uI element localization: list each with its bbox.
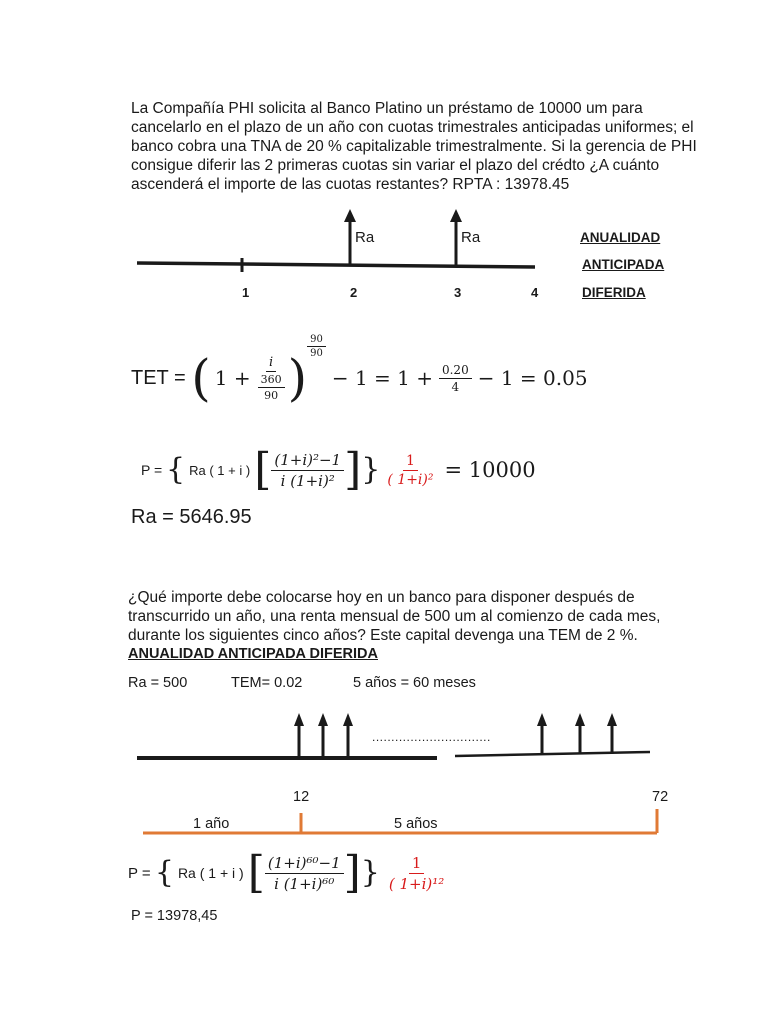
problem1-result: Ra = 5646.95 <box>131 506 252 528</box>
right-bracket: ] <box>344 444 362 495</box>
p-deferral-den: ( 1+i)¹² <box>388 874 445 893</box>
left-bracket: [ <box>247 847 265 898</box>
problem2-heading: ANUALIDAD ANTICIPADA DIFERIDA <box>128 646 378 662</box>
right-bracket: ] <box>343 847 361 898</box>
p-annuity-fraction <box>265 854 344 893</box>
tet-lhs: TET = <box>131 366 192 389</box>
problem1-line: cancelarlo en el plazo de un año con cuotas trimestrales anticipadas uniformes; el <box>131 119 694 136</box>
timeline-ellipsis: ............................... <box>372 730 491 744</box>
tet-i: i <box>266 355 276 372</box>
given-tem: TEM= 0.02 <box>231 675 303 691</box>
segment-label-5-years: 5 años <box>394 816 438 832</box>
arrow-label-ra: Ra <box>461 229 481 246</box>
p-deferral-fraction <box>386 854 447 893</box>
right-brace: } <box>360 855 380 890</box>
p-annuity-num: (1+i)²−1 <box>271 451 344 471</box>
arrow-head-icon <box>294 713 304 726</box>
left-bracket: [ <box>254 444 272 495</box>
timeline-tick-label: 4 <box>531 285 539 300</box>
p-ra-term: Ra ( 1 + i ) <box>177 865 244 881</box>
tet-exp-den: 90 <box>310 348 323 359</box>
given-term: 5 años = 60 meses <box>353 675 476 691</box>
right-brace: } <box>361 452 381 487</box>
left-paren: ( <box>191 349 211 407</box>
tet-mid: − 1 = 1 + <box>331 366 433 390</box>
left-brace: { <box>166 452 186 487</box>
p-annuity-den: i (1+i)⁶⁰ <box>274 874 335 893</box>
present-value-formula-2 <box>128 846 447 900</box>
problem2-line: durante los siguientes cinco años? Este capital devenga una TEM de 2 %. <box>128 627 638 644</box>
arrow-head-icon <box>343 713 353 726</box>
p-lhs: P = <box>141 462 167 478</box>
timeline-tick-label: 3 <box>454 285 462 300</box>
arrow-head-icon <box>607 713 617 726</box>
problem1-line: banco cobra una TNA de 20 % capitalizable trimestralmente. Si la gerencia de PHI <box>131 138 697 155</box>
p-deferral-num: 1 <box>403 453 418 471</box>
timeline-2-axis-right <box>455 752 650 756</box>
left-brace: { <box>154 855 174 890</box>
p-ra-term: Ra ( 1 + i ) <box>189 462 251 478</box>
timeline-mark-12: 12 <box>293 789 310 805</box>
problem2-line: transcurrido un año, una renta mensual de 500 um al comienzo de cada mes, <box>128 608 661 625</box>
tet-one: 1 + <box>214 366 251 390</box>
p-rhs: = 10000 <box>444 458 536 482</box>
tet-rate-num: 0.20 <box>439 363 472 379</box>
p-deferral-den: ( 1+i)² <box>387 471 434 488</box>
timeline-tick-label: 2 <box>350 285 358 300</box>
tet-rate-den: 4 <box>451 379 460 394</box>
p-deferral-num: 1 <box>409 854 425 874</box>
p-annuity-num: (1+i)⁶⁰−1 <box>265 854 344 874</box>
annuity-type-label: DIFERIDA <box>582 285 646 300</box>
p-annuity-den: i (1+i)² <box>280 471 335 490</box>
annuity-type-label: ANTICIPADA <box>582 257 665 272</box>
tet-exp-num: 90 <box>307 334 326 347</box>
tet-90: 90 <box>264 388 279 402</box>
arrow-head-icon <box>318 713 328 726</box>
arrow-head-icon <box>537 713 547 726</box>
tet-360: 360 <box>258 373 285 388</box>
annuity-type-label: ANUALIDAD <box>580 230 661 245</box>
right-paren: ) <box>287 349 308 407</box>
p-lhs: P = <box>128 864 155 882</box>
tet-rhs: − 1 = 0.05 <box>477 366 588 390</box>
problem1-line: La Compañía PHI solicita al Banco Platino un préstamo de 10000 um para <box>131 100 643 117</box>
arrow-label-ra: Ra <box>355 229 375 246</box>
arrow-head-icon <box>575 713 585 726</box>
timeline-tick-label: 1 <box>242 285 250 300</box>
segment-label-year: 1 año <box>193 816 230 832</box>
given-ra: Ra = 500 <box>128 675 188 691</box>
problem2-result: P = 13978,45 <box>131 908 218 924</box>
timeline-mark-72: 72 <box>652 789 669 805</box>
problem2-line: ¿Qué importe debe colocarse hoy en un banco para disponer después de <box>128 589 635 606</box>
problem1-line: ascenderá el importe de las cuotas restantes? RPTA : 13978.45 <box>131 176 570 193</box>
problem1-line: consigue diferir las 2 primeras cuotas sin variar el plazo del crédto ¿A cuánto <box>131 157 660 174</box>
